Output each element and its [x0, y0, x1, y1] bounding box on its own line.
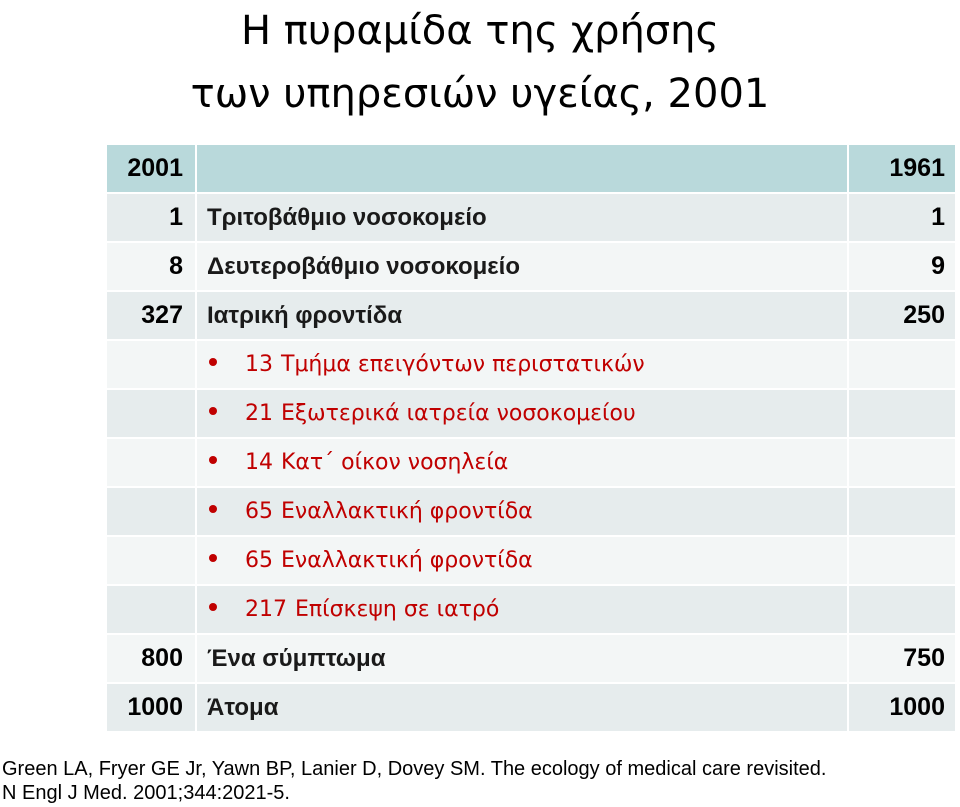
value-2001: 327	[107, 292, 195, 339]
bullet-icon	[209, 554, 217, 562]
empty-cell	[849, 537, 955, 584]
bullet-icon	[209, 603, 217, 611]
sub-item-label: Εναλλακτική φροντίδα	[281, 499, 533, 524]
citation-line-2: N Engl J Med. 2001;344:2021-5.	[2, 782, 290, 804]
header-year-2001: 2001	[107, 145, 195, 192]
sub-item	[197, 537, 847, 584]
sub-item-number: 65	[245, 499, 273, 524]
citation	[2, 757, 826, 805]
row-label: Τριτοβάθμιο νοσοκομείο	[197, 194, 847, 241]
value-1961: 250	[849, 292, 955, 339]
sub-item	[197, 390, 847, 437]
empty-cell	[107, 488, 195, 535]
sub-item-number: 14	[245, 450, 273, 475]
value-1961: 750	[849, 635, 955, 682]
usage-table	[107, 145, 955, 733]
sub-item-number: 21	[245, 401, 273, 426]
sub-item	[197, 439, 847, 486]
value-2001: 1	[107, 194, 195, 241]
empty-cell	[849, 586, 955, 633]
row-label: Ιατρική φροντίδα	[197, 292, 847, 339]
value-1961: 9	[849, 243, 955, 290]
page-title	[0, 0, 960, 126]
table-row	[107, 684, 955, 731]
table-header-row	[107, 145, 955, 192]
empty-cell	[849, 488, 955, 535]
value-1961: 1000	[849, 684, 955, 731]
sub-item-label: Εναλλακτική φροντίδα	[281, 548, 533, 573]
sub-item-label: Εξωτερικά ιατρεία νοσοκομείου	[281, 401, 636, 426]
table-row	[107, 635, 955, 682]
bullet-icon	[209, 456, 217, 464]
table-row	[107, 537, 955, 584]
sub-item	[197, 488, 847, 535]
value-2001: 1000	[107, 684, 195, 731]
header-middle	[197, 145, 847, 192]
empty-cell	[849, 439, 955, 486]
row-label: Άτομα	[197, 684, 847, 731]
row-label: Δευτεροβάθμιο νοσοκομείο	[197, 243, 847, 290]
title-line-1: Η πυραμίδα της χρήσης	[241, 8, 719, 54]
sub-item	[197, 341, 847, 388]
sub-item-number: 65	[245, 548, 273, 573]
bullet-icon	[209, 505, 217, 513]
citation-line-1: Green LA, Fryer GE Jr, Yawn BP, Lanier D, Dovey SM. The ecology of medical care revisited.	[2, 758, 827, 780]
value-2001: 800	[107, 635, 195, 682]
table-row	[107, 439, 955, 486]
empty-cell	[849, 341, 955, 388]
table-row	[107, 292, 955, 339]
value-1961: 1	[849, 194, 955, 241]
empty-cell	[107, 341, 195, 388]
sub-item-number: 13	[245, 352, 273, 377]
empty-cell	[107, 586, 195, 633]
table-row	[107, 390, 955, 437]
sub-item-label: Επίσκεψη σε ιατρό	[295, 597, 500, 622]
table-row	[107, 243, 955, 290]
bullet-icon	[209, 407, 217, 415]
table-row	[107, 341, 955, 388]
bullet-icon	[209, 358, 217, 366]
sub-item-label: Τμήμα επειγόντων περιστατικών	[281, 352, 645, 377]
table-row	[107, 586, 955, 633]
empty-cell	[107, 390, 195, 437]
sub-item-number: 217	[245, 597, 287, 622]
title-line-2: των υπηρεσιών υγείας, 2001	[190, 71, 770, 117]
empty-cell	[107, 439, 195, 486]
empty-cell	[107, 537, 195, 584]
table-row	[107, 488, 955, 535]
empty-cell	[849, 390, 955, 437]
sub-item-label: Κατ΄ οίκον νοσηλεία	[281, 450, 509, 475]
table-row	[107, 194, 955, 241]
value-2001: 8	[107, 243, 195, 290]
header-year-1961: 1961	[849, 145, 955, 192]
row-label: Ένα σύμπτωμα	[197, 635, 847, 682]
sub-item	[197, 586, 847, 633]
